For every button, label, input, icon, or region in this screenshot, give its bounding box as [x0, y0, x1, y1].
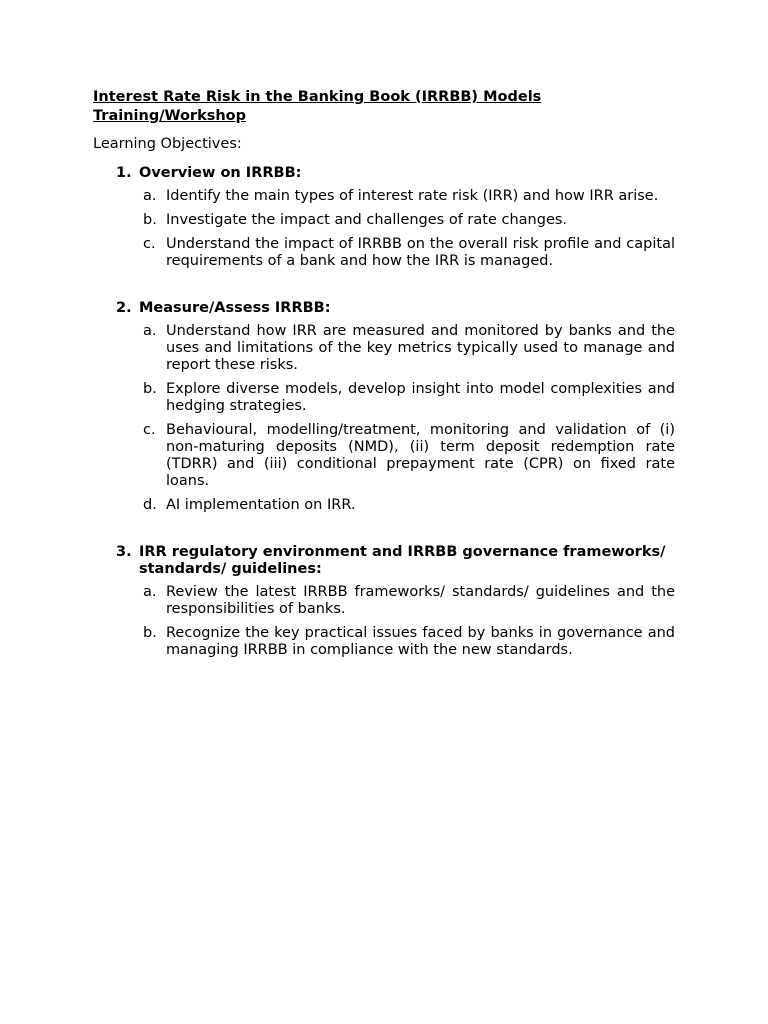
item-letter: c.	[143, 236, 156, 252]
section-title: Overview on IRRBB:	[139, 165, 302, 181]
section-number: 2.	[116, 300, 132, 316]
item-letter: c.	[143, 422, 156, 438]
section-title: Measure/Assess IRRBB:	[139, 300, 331, 316]
item-text: Review the latest IRRBB frameworks/ standards/ guidelines and the responsibilities of banks.	[166, 584, 675, 617]
item-letter: a.	[143, 188, 157, 204]
objective-list	[93, 188, 675, 270]
section-number: 1.	[116, 165, 132, 181]
learning-objectives-label: Learning Objectives:	[93, 136, 242, 152]
item-letter: a.	[143, 584, 157, 600]
list-item	[93, 323, 675, 374]
list-item	[93, 188, 675, 205]
item-text: AI implementation on IRR.	[166, 497, 356, 513]
section-heading	[93, 300, 675, 317]
list-item	[93, 381, 675, 415]
item-letter: b.	[143, 625, 157, 641]
item-text: Explore diverse models, develop insight into model complexities and hedging strategies.	[166, 381, 675, 414]
section-heading	[93, 165, 675, 182]
list-item	[93, 625, 675, 659]
objective-list	[93, 584, 675, 659]
document-title: Interest Rate Risk in the Banking Book (IRRBB) Models Training/Workshop	[93, 89, 542, 124]
item-text: Behavioural, modelling/treatment, monitoring and validation of (i) non-maturing deposits (NMD), (ii) term deposit redemption rate (TDRR) and (iii) conditional prepayment rate (CPR) on fixed rate loans.	[166, 422, 675, 489]
item-letter: d.	[143, 497, 157, 513]
item-text: Understand the impact of IRRBB on the overall risk profile and capital requirements of a bank and how the IRR is managed.	[166, 236, 675, 269]
section-number: 3.	[116, 544, 132, 560]
item-letter: a.	[143, 323, 157, 339]
document-page	[93, 88, 675, 666]
list-item	[93, 236, 675, 270]
item-text: Identify the main types of interest rate risk (IRR) and how IRR arise.	[166, 188, 659, 204]
section-regulatory-environment	[93, 544, 675, 659]
section-heading	[93, 544, 675, 578]
section-overview	[93, 165, 675, 270]
section-measure-assess	[93, 300, 675, 514]
objective-list	[93, 323, 675, 514]
item-text: Recognize the key practical issues faced by banks in governance and managing IRRBB in compliance with the new standards.	[166, 625, 675, 658]
item-text: Understand how IRR are measured and monitored by banks and the uses and limitations of the key metrics typically used to manage and report these risks.	[166, 323, 675, 373]
list-item	[93, 584, 675, 618]
item-letter: b.	[143, 381, 157, 397]
list-item	[93, 497, 675, 514]
section-title: IRR regulatory environment and IRRBB governance frameworks/ standards/ guidelines:	[139, 544, 666, 577]
item-letter: b.	[143, 212, 157, 228]
list-item	[93, 422, 675, 490]
list-item	[93, 212, 675, 229]
item-text: Investigate the impact and challenges of rate changes.	[166, 212, 568, 228]
